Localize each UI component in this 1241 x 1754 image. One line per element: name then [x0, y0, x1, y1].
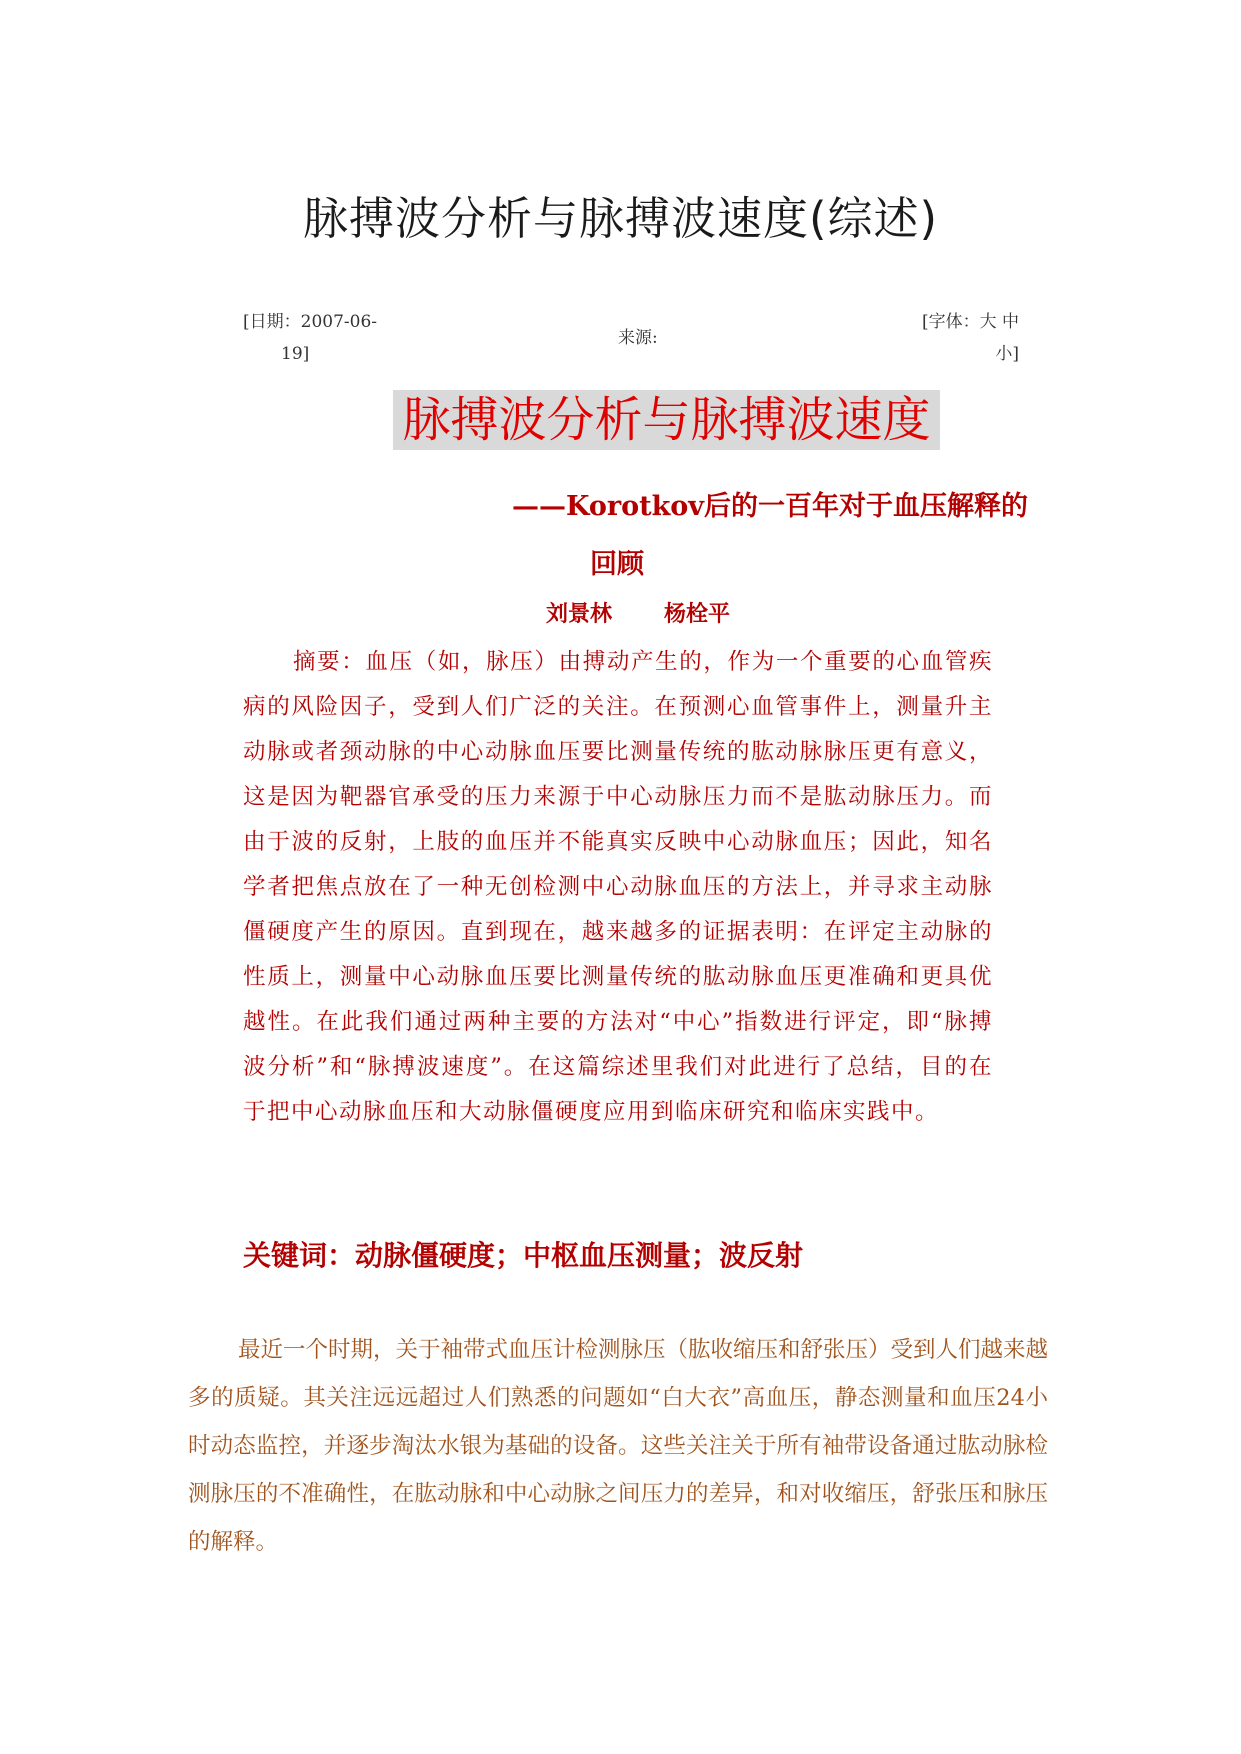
banner-title: 脉搏波分析与脉搏波速度 [402, 392, 931, 448]
author-name: 杨栓平 [664, 601, 731, 627]
date-line-1: [日期：2007-06- [243, 312, 378, 332]
authors [546, 597, 730, 628]
date-line-2: 19] [281, 344, 310, 364]
body-paragraph: 最近一个时期，关于袖带式血压计检测脉压（肱收缩压和舒张压）受到人们越来越多的质疑。其关注远远超过人们熟悉的问题如“白大衣”高血压，静态测量和血压24小时动态监控，并逐步淘汰水银为基础的设备。这些关注关于所有袖带设备通过肱动脉检测脉压的不准确性，在肱动脉和中心动脉之间压力的差异，和对收缩压，舒张压和脉压的解释。 [188, 1337, 1049, 1555]
subtitle-line-1: ——Korotkov后的一百年对于血压解释的 [512, 491, 1028, 522]
keywords-line: 关键词：动脉僵硬度；中枢血压测量；波反射 [243, 1239, 804, 1272]
font-size-line-2[interactable]: 小] [995, 344, 1020, 364]
author-name: 刘景林 [546, 601, 613, 627]
font-size-line-1[interactable]: [字体：大 中 [922, 312, 1020, 332]
date-info [243, 306, 377, 370]
abstract-paragraph: 摘要：血压（如，脉压）由搏动产生的，作为一个重要的心血管疾病的风险因子，受到人们广泛的关注。在预测心血管事件上，测量升主动脉或者颈动脉的中心动脉血压要比测量传统的肱动脉脉压更有意义，这是因为靶器官承受的压力来源于中心动脉压力而不是肱动脉压力。而由于波的反射，上肢的血压并不能真实反映中心动脉血压；因此，知名学者把焦点放在了一种无创检测中心动脉血压的方法上，并寻求主动脉僵硬度产生的原因。直到现在，越来越多的证据表明：在评定主动脉的性质上，测量中心动脉血压要比测量传统的肱动脉血压更准确和更具优越性。在此我们通过两种主要的方法对“中心”指数进行评定，即“脉搏波分析”和“脉搏波速度”。在这篇综述里我们对此进行了总结，目的在于把中心动脉血压和大动脉僵硬度应用到临床研究和临床实践中。 [243, 649, 993, 1125]
banner-title-box [393, 390, 940, 450]
source-label: 来源: [618, 328, 658, 348]
subtitle-line-2: 回顾 [590, 549, 644, 580]
font-size-selector[interactable] [922, 306, 1019, 370]
document-title: 脉搏波分析与脉搏波速度(综述) [302, 192, 939, 245]
